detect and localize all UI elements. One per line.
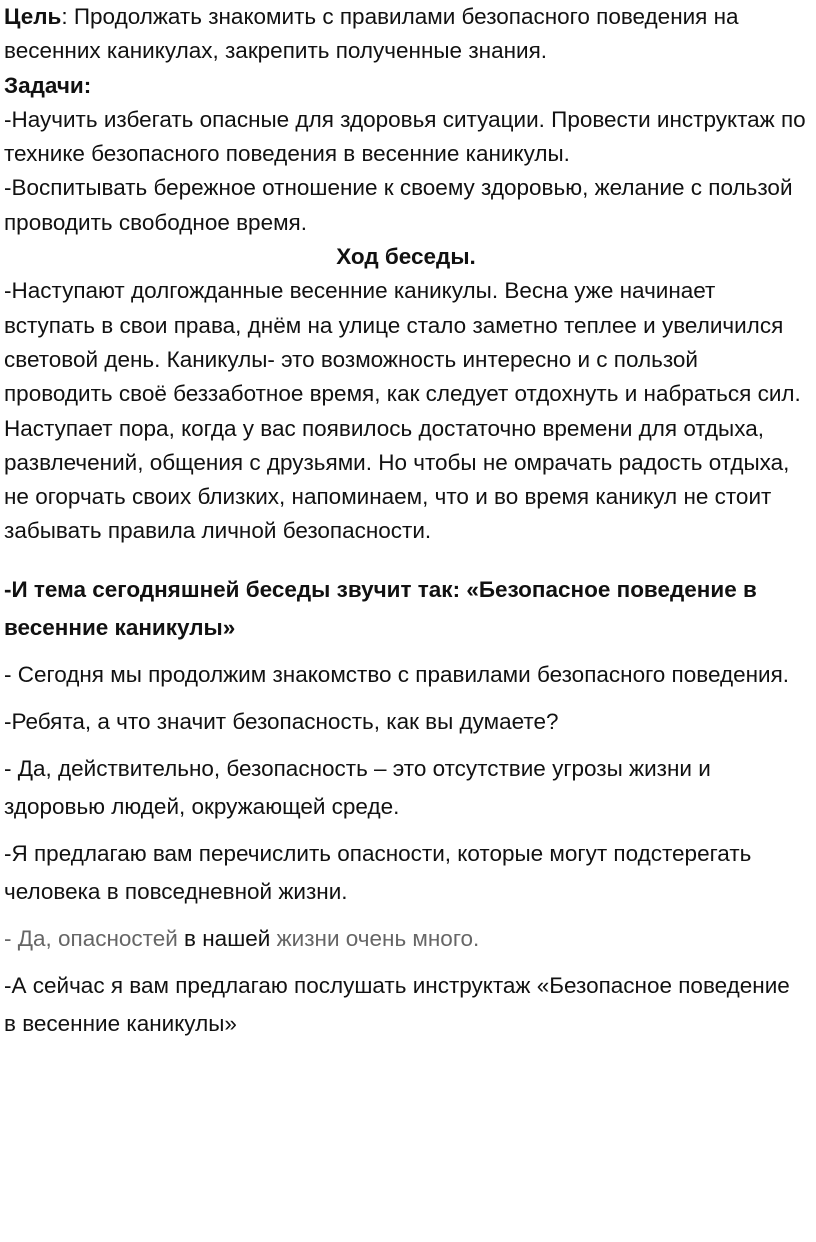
dialogue-line-6: -А сейчас я вам предлагаю послушать инструктаж «Безопасное поведение в весенние каникулы» — [4, 972, 790, 1036]
intro-section — [4, 0, 808, 549]
goal-paragraph — [4, 0, 808, 69]
dialogue-section — [4, 571, 808, 1043]
dialogue-line-5-part1: - Да, опасностей — [4, 925, 178, 951]
spacer — [4, 549, 808, 571]
goal-label: Цель — [4, 4, 62, 29]
dialogue-line-2: -Ребята, а что значит безопасность, как вы думаете? — [4, 708, 559, 734]
topic-paragraph: -И тема сегодняшней беседы звучит так: «Безопасное поведение в весенние каникулы» — [4, 576, 757, 640]
dialogue-line-3: - Да, действительно, безопасность – это отсутствие угрозы жизни и здоровью людей, окружающей среде. — [4, 755, 711, 819]
task-item-2: -Воспитывать бережное отношение к своему здоровью, желание с пользой проводить свободное время. — [4, 175, 793, 235]
conversation-paragraph-1: -Наступают долгожданные весенние каникулы. Весна уже начинает вступать в свои права, днём на улице стало заметно теплее и увеличился световой день. Каникулы- это возможность интересно и с пользой проводить своё беззаботное время, как следует отдохнуть и набраться сил. — [4, 278, 801, 407]
conversation-paragraph-2: Наступает пора, когда у вас появилось достаточно времени для отдыха, развлечений, общения с друзьями. Но чтобы не омрачать радость отдыха, не огорчать своих близких, напоминаем, что и во время каникул не стоит забывать правила личной безопасности. — [4, 415, 790, 544]
tasks-label: Задачи: — [4, 72, 92, 98]
dialogue-line-1: - Сегодня мы продолжим знакомство с правилами безопасного поведения. — [4, 661, 790, 687]
conversation-heading: Ход беседы. — [336, 244, 476, 270]
dialogue-line-5-part3: жизни очень много. — [276, 925, 480, 951]
dialogue-line-4: -Я предлагаю вам перечислить опасности, которые могут подстерегать человека в повседневной жизни. — [4, 840, 752, 904]
dialogue-line-5-part2: в нашей — [177, 925, 277, 951]
goal-text: : Продолжать знакомить с правилами безопасного поведения на весенних каникулах, закрепить полученные знания. — [4, 4, 739, 64]
task-item-1: -Научить избегать опасные для здоровья ситуации. Провести инструктаж по технике безопасного поведения в весенние каникулы. — [4, 106, 806, 167]
dialogue-line-5 — [4, 920, 808, 958]
